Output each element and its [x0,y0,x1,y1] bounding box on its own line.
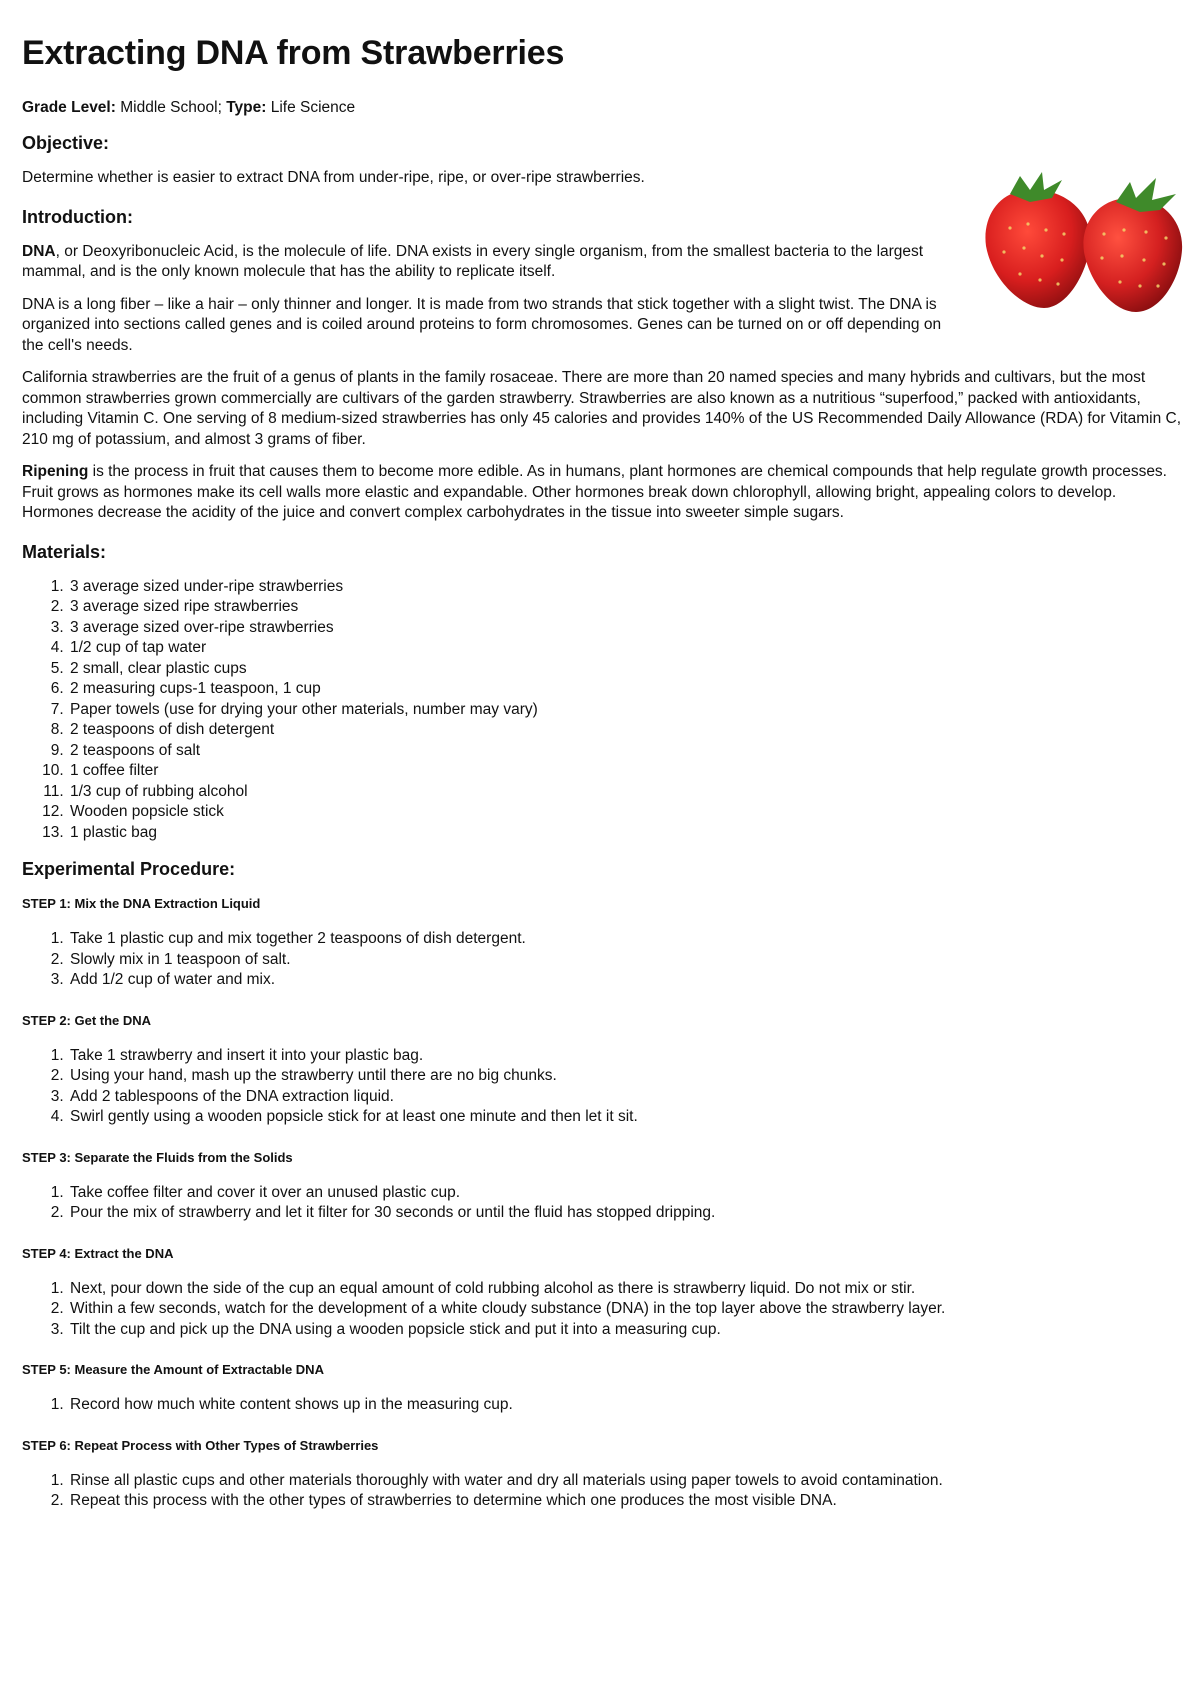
materials-list [22,577,1182,844]
introduction-heading: Introduction: [22,206,133,227]
materials-item: 10. 1 coffee filter [68,761,1182,782]
materials-item: 4. 1/2 cup of tap water [68,638,1182,659]
materials-item: 1. 3 average sized under-ripe strawberries [68,577,1182,598]
intro-paragraph-2: DNA is a long fiber – like a hair – only thinner and longer. It is made from two strands that stick together with a slight twist. The DNA is organized into sections called genes and is coiled around proteins to form chromosomes. Genes can be turned on or off depending on the cell's needs. [22,295,942,354]
step-title: STEP 3: Separate the Fluids from the Solids [22,1149,293,1165]
grade-value: Middle School; [120,99,222,116]
step-list [22,1279,1182,1341]
step-item: 2. Using your hand, mash up the strawberry until there are no big chunks. [68,1066,1182,1087]
steps-container [22,896,1182,1512]
step-item: 1. Take coffee filter and cover it over an unused plastic cup. [68,1183,1182,1204]
step-title: STEP 1: Mix the DNA Extraction Liquid [22,896,261,911]
step-list [22,1395,1182,1416]
step-list [22,1183,1182,1224]
step-item: 2. Repeat this process with the other types of strawberries to determine which one produces the most visible DNA. [68,1491,1182,1512]
dna-term: DNA [22,242,56,260]
step-item: 4. Swirl gently using a wooden popsicle stick for at least one minute and then let it sit. [68,1107,1182,1128]
step-item: 3. Add 1/2 cup of water and mix. [68,970,1182,991]
objective-heading: Objective: [22,133,110,153]
intro-p1-text: , or Deoxyribonucleic Acid, is the molecule of life. DNA exists in every single organism, from the smallest bacteria to the largest mammal, and is the only known molecule that has the ability to replicate itself. [22,242,924,280]
step-item: 2. Within a few seconds, watch for the development of a white cloudy substance (DNA) in the top layer above the strawberry layer. [68,1299,1182,1320]
materials-item: 9. 2 teaspoons of salt [68,741,1182,762]
strawberries-image [980,168,1186,318]
grade-label: Grade Level: [22,99,116,116]
step-list [22,929,1182,991]
materials-item: 8. 2 teaspoons of dish detergent [68,720,1182,741]
intro-paragraph-1 [22,242,972,283]
step-item: 1. Rinse all plastic cups and other materials thoroughly with water and dry all materials using paper towels to avoid contamination. [68,1471,1182,1492]
procedure-heading: Experimental Procedure: [22,859,236,879]
intro-p4-text: is the process in fruit that causes them to become more edible. As in humans, plant hormones are chemical compounds that help regulate growth processes. Fruit grows as hormones make its cell walls more elastic and expandable. Other hormones break down chlorophyll, allowing bright, appealing colors to develop. Hormones decrease the acidity of the juice and convert complex carbohydrates in the tissue into sweeter simple sugars. [22,463,1167,521]
materials-item: 6. 2 measuring cups-1 teaspoon, 1 cup [68,679,1182,700]
step-title: STEP 6: Repeat Process with Other Types of Strawberries [22,1437,379,1453]
materials-item: 2. 3 average sized ripe strawberries [68,597,1182,618]
materials-item: 5. 2 small, clear plastic cups [68,659,1182,680]
materials-item: 7. Paper towels (use for drying your other materials, number may vary) [68,700,1182,721]
step-item: 1. Next, pour down the side of the cup an equal amount of cold rubbing alcohol as there is strawberry liquid. Do not mix or stir. [68,1279,1182,1300]
step-item: 1. Take 1 plastic cup and mix together 2 teaspoons of dish detergent. [68,929,1182,950]
objective-text: Determine whether is easier to extract DNA from under-ripe, ripe, or over-ripe strawberries. [22,169,645,186]
intro-paragraph-4 [22,462,1182,524]
page-title: Extracting DNA from Strawberries [22,34,565,72]
step-title: STEP 5: Measure the Amount of Extractable DNA [22,1362,324,1377]
materials-item: 11. 1/3 cup of rubbing alcohol [68,782,1182,803]
step-title: STEP 4: Extract the DNA [22,1245,174,1261]
grade-type-line [22,99,1182,117]
step-item: 1. Record how much white content shows up in the measuring cup. [68,1395,1182,1416]
intro-paragraph-3: California strawberries are the fruit of a genus of plants in the family rosaceae. There are more than 20 named species and many hybrids and cultivars, but the most common strawberries grown commercially are cultivars of the garden strawberry. Strawberries are also known as a nutritious “superfood,” packed with antioxidants, including Vitamin C. One serving of 8 medium-sized strawberries has only 45 calories and provides 140% of the US Recommended Daily Allowance (RDA) for Vitamin C, 210 mg of potassium, and almost 3 grams of fiber. [22,369,1182,448]
materials-item: 12. Wooden popsicle stick [68,802,1182,823]
step-list [22,1471,1182,1512]
procedure-section [22,859,1182,1512]
step-title: STEP 2: Get the DNA [22,1012,152,1028]
step-list [22,1046,1182,1128]
type-label: Type: [226,99,267,116]
step-item: 2. Slowly mix in 1 teaspoon of salt. [68,950,1182,971]
materials-item: 13. 1 plastic bag [68,823,1182,844]
step-item: 1. Take 1 strawberry and insert it into your plastic bag. [68,1046,1182,1067]
materials-heading: Materials: [22,541,107,562]
step-item: 3. Add 2 tablespoons of the DNA extraction liquid. [68,1087,1182,1108]
step-item: 2. Pour the mix of strawberry and let it filter for 30 seconds or until the fluid has stopped dripping. [68,1203,1182,1224]
materials-item: 3. 3 average sized over-ripe strawberries [68,618,1182,639]
ripening-term: Ripening [22,463,89,480]
type-value: Life Science [270,99,356,116]
step-item: 3. Tilt the cup and pick up the DNA using a wooden popsicle stick and put it into a measuring cup. [68,1320,1182,1341]
